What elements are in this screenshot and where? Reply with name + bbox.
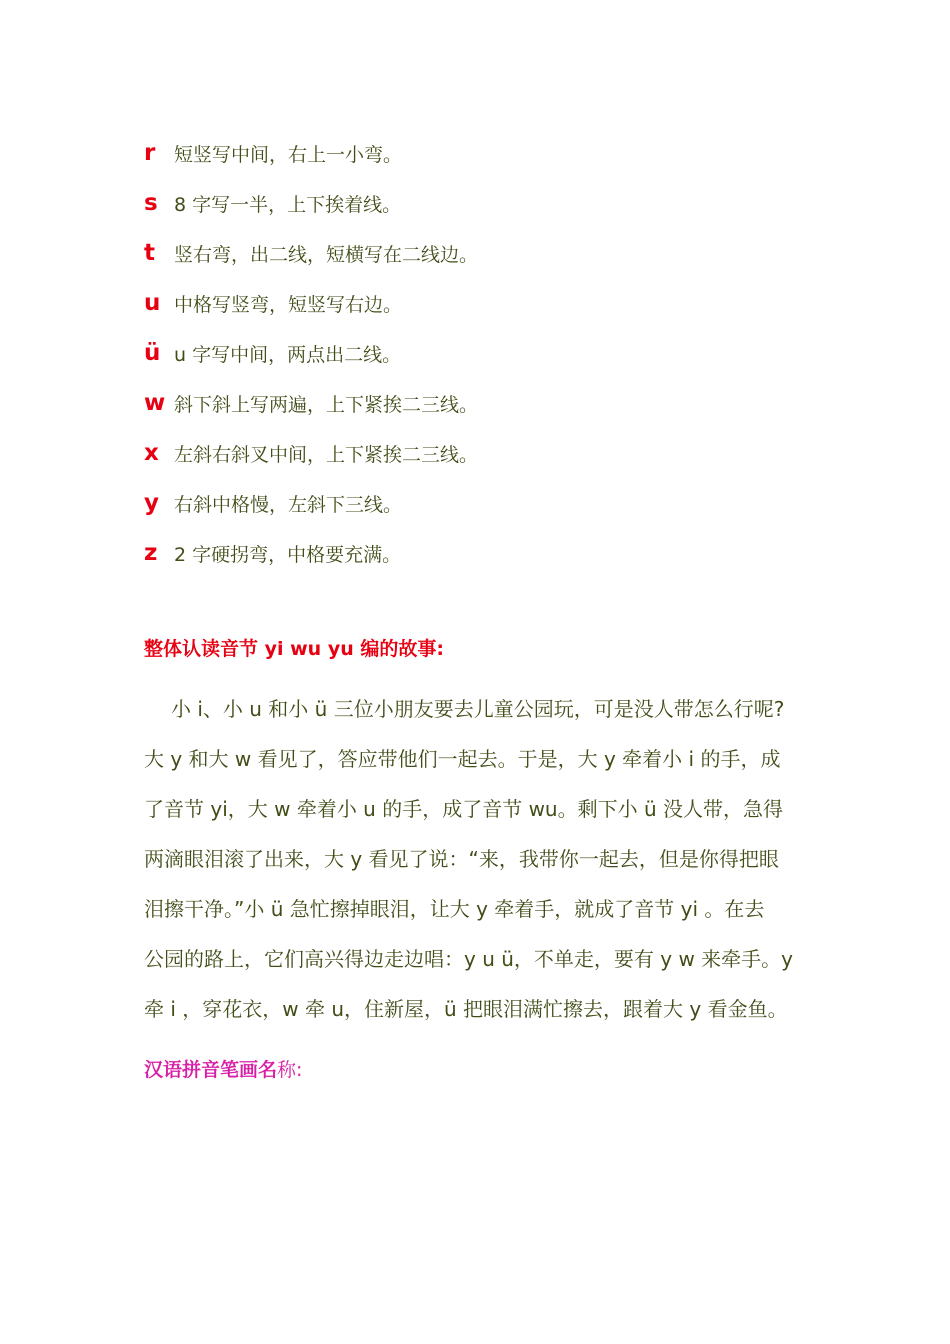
rule-text: 短竖写中间，右上一小弯。 bbox=[174, 143, 403, 166]
rule-letter: t bbox=[144, 240, 155, 266]
letter-rule-list bbox=[144, 128, 864, 578]
story-line: 了音节 yi，大 w 牵着小 u 的手，成了音节 wu。剩下小 ü 没人带，急得 bbox=[144, 797, 783, 821]
rule-row-u-umlaut bbox=[144, 328, 864, 378]
rule-letter: s bbox=[144, 190, 158, 216]
rule-letter: u bbox=[144, 290, 161, 316]
rule-text: 8 字写一半，上下挨着线。 bbox=[174, 193, 402, 216]
story-line: 泪擦干净。”小 ü 急忙擦掉眼泪，让大 y 牵着手，就成了音节 yi 。在去 bbox=[144, 897, 765, 921]
rule-row-y bbox=[144, 478, 864, 528]
rule-text: 竖右弯，出二线，短横写在二线边。 bbox=[174, 243, 479, 266]
rule-letter: w bbox=[144, 390, 166, 416]
rule-row-z bbox=[144, 528, 864, 578]
story-line: 小 i、小 u 和小 ü 三位小朋友要去儿童公园玩，可是没人带怎么行呢? bbox=[171, 697, 785, 721]
strokes-heading bbox=[144, 1055, 302, 1082]
story-line: 公园的路上，它们高兴得边走边唱：y u ü，不单走，要有 y w 来牵手。y bbox=[144, 947, 794, 971]
rule-letter: x bbox=[144, 440, 159, 466]
rule-letter: r bbox=[144, 140, 156, 166]
rule-text: 斜下斜上写两遍，上下紧挨二三线。 bbox=[174, 393, 479, 416]
story-line: 牵 i ，穿花衣，w 牵 u，住新屋，ü 把眼泪满忙擦去，跟着大 y 看金鱼。 bbox=[144, 997, 788, 1021]
story-heading: 整体认读音节 yi wu yu 编的故事: bbox=[144, 638, 444, 660]
rule-text: 左斜右斜叉中间，上下紧挨二三线。 bbox=[174, 443, 479, 466]
rule-text: 中格写竖弯，短竖写右边。 bbox=[174, 293, 403, 316]
rule-row-t bbox=[144, 228, 864, 278]
rule-text: u 字写中间，两点出二线。 bbox=[174, 343, 402, 366]
rule-letter: z bbox=[144, 540, 158, 566]
story-line: 大 y 和大 w 看见了，答应带他们一起去。于是，大 y 牵着小 i 的手，成 bbox=[144, 747, 781, 771]
strokes-heading-rest: 称: bbox=[277, 1059, 303, 1081]
story-line: 两滴眼泪滚了出来，大 y 看见了说：“来，我带你一起去，但是你得把眼 bbox=[144, 847, 779, 871]
rule-text: 右斜中格慢，左斜下三线。 bbox=[174, 493, 403, 516]
rule-letter: y bbox=[144, 490, 159, 516]
rule-row-x bbox=[144, 428, 864, 478]
rule-row-u bbox=[144, 278, 864, 328]
strokes-heading-bold: 汉语拼音笔画名 bbox=[144, 1059, 278, 1081]
rule-row-w bbox=[144, 378, 864, 428]
rule-letter: ü bbox=[144, 340, 161, 366]
rule-text: 2 字硬拐弯，中格要充满。 bbox=[174, 543, 402, 566]
story-paragraph bbox=[144, 684, 834, 1034]
rule-row-s bbox=[144, 178, 864, 228]
rule-row-r bbox=[144, 128, 864, 178]
